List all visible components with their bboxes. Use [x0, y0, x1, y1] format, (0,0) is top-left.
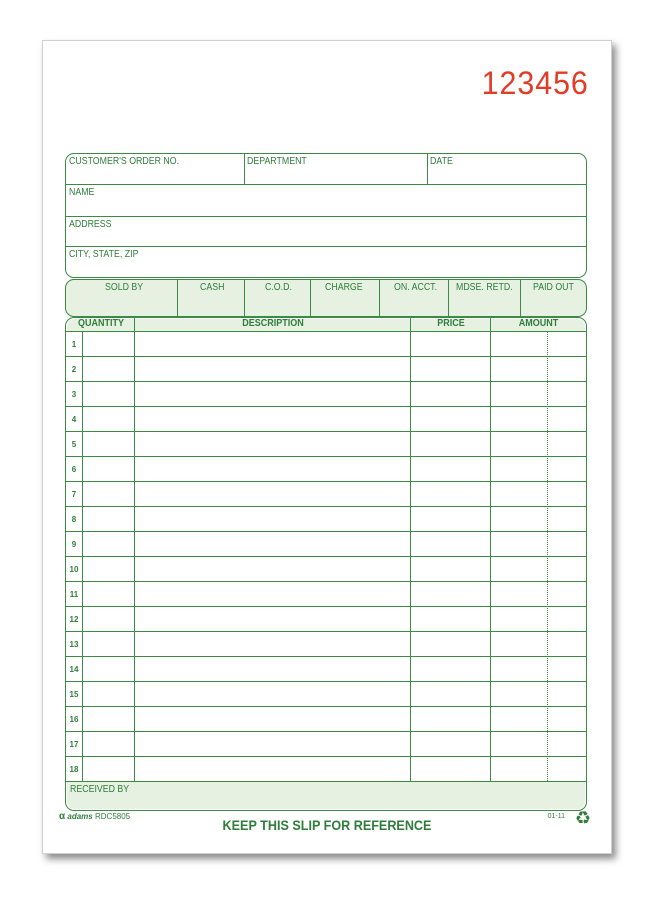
adams-logo-icon: α	[59, 811, 66, 822]
charge-label: CHARGE	[325, 282, 363, 293]
row-number-8: 8	[71, 515, 77, 524]
row-number-3: 3	[71, 390, 77, 399]
city-state-zip-label: CITY, STATE, ZIP	[69, 249, 139, 260]
quantity-header: QUANTITY	[77, 318, 124, 329]
row-number-16: 16	[69, 715, 79, 724]
date-label: DATE	[430, 156, 453, 167]
paid-out-label: PAID OUT	[533, 282, 574, 293]
product-code: RDC5805	[94, 812, 131, 821]
amount-header: AMOUNT	[518, 318, 559, 329]
row-number-10: 10	[69, 565, 79, 574]
row-number-6: 6	[71, 465, 77, 474]
row-number-5: 5	[71, 440, 77, 449]
cod-label: C.O.D.	[265, 282, 292, 293]
row-number-2: 2	[71, 365, 77, 374]
row-number-13: 13	[69, 640, 79, 649]
sales-slip-form	[42, 40, 612, 854]
received-by-label: RECEIVED BY	[70, 784, 130, 795]
row-number-12: 12	[69, 615, 79, 624]
row-number-4: 4	[71, 415, 77, 424]
row-number-18: 18	[69, 765, 79, 774]
sold-by-label: SOLD BY	[105, 282, 144, 293]
row-number-1: 1	[71, 340, 77, 349]
row-number-15: 15	[69, 690, 79, 699]
description-header: DESCRIPTION	[242, 318, 304, 329]
price-header: PRICE	[437, 318, 465, 329]
serial-number: 123456	[481, 65, 589, 101]
mdse-returned-label: MDSE. RETD.	[456, 282, 513, 293]
row-number-17: 17	[69, 740, 79, 749]
customer-order-no-label: CUSTOMER'S ORDER NO.	[69, 156, 180, 167]
revision-code: 01-11	[547, 813, 565, 820]
row-number-11: 11	[69, 590, 79, 599]
row-number-14: 14	[69, 665, 79, 674]
brand-name: adams	[67, 812, 93, 821]
name-label: NAME	[69, 187, 95, 198]
cash-label: CASH	[200, 282, 225, 293]
address-label: ADDRESS	[69, 219, 112, 230]
row-number-7: 7	[71, 490, 77, 499]
department-label: DEPARTMENT	[247, 156, 307, 167]
recycle-icon: ♻	[574, 808, 591, 828]
keep-slip-notice: KEEP THIS SLIP FOR REFERENCE	[222, 817, 432, 833]
row-number-9: 9	[71, 540, 77, 549]
on-account-label: ON. ACCT.	[394, 282, 438, 293]
line-items-table	[65, 317, 587, 811]
